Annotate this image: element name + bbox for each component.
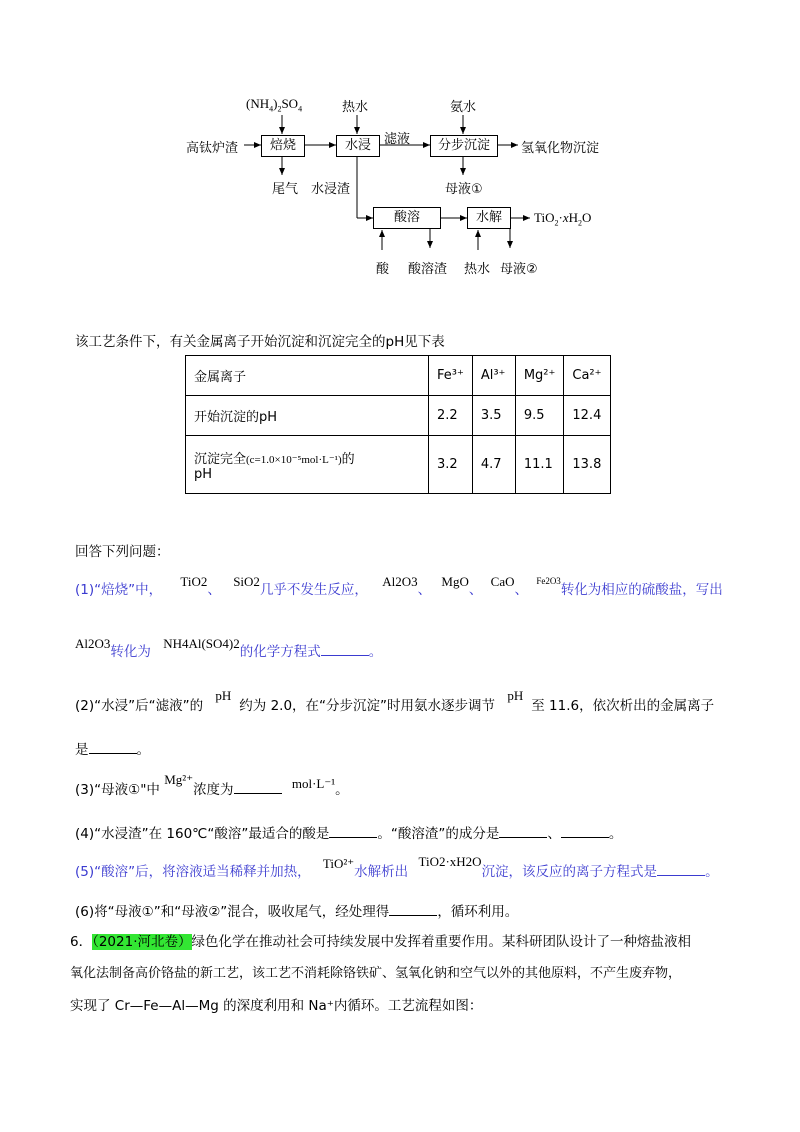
label-hot-water-2: 热水 xyxy=(464,262,491,277)
table-header-cell: Al³⁺ xyxy=(472,356,515,396)
q1-end: 。 xyxy=(368,644,383,660)
q4-answer-blank-2[interactable] xyxy=(499,823,547,838)
q1-sio2: SiO2 xyxy=(233,574,260,589)
q1-tio2: TiO2 xyxy=(180,574,208,589)
question-2-line1 xyxy=(75,688,715,714)
table-cell: 11.1 xyxy=(515,436,564,494)
label-nh4so4: $(NH_4)_2SO_4$ xyxy=(246,96,303,114)
q5-text-c: 沉淀，该反应的离子方程式是 xyxy=(481,864,658,880)
question-5 xyxy=(75,854,719,880)
q5-text-b: 水解析出 xyxy=(354,864,409,880)
q1-salt: NH4Al(SO4)2 xyxy=(163,636,240,651)
table-cell: 9.5 xyxy=(515,396,564,436)
q1-cao: CaO xyxy=(490,574,515,589)
table-header-row xyxy=(186,356,611,396)
q6-text-b: ，循环利用。 xyxy=(437,904,519,920)
table-row xyxy=(186,396,611,436)
q4-sep: 、 xyxy=(547,826,561,842)
table-cell: 4.7 xyxy=(472,436,515,494)
q1-al2o3-2: Al2O3 xyxy=(75,636,111,651)
box-acid-dissolve: 酸溶 xyxy=(373,207,441,229)
table-cell: 12.4 xyxy=(564,396,610,436)
table-cell xyxy=(186,436,429,494)
label-hydroxide: 氢氧化物沉淀 xyxy=(521,141,600,156)
q4-answer-blank-1[interactable] xyxy=(329,823,377,838)
q5-product: TiO2·xH2O xyxy=(418,854,482,869)
label-ammonia: 氨水 xyxy=(450,100,477,115)
label-mother1: 母液① xyxy=(445,182,483,197)
problem-6-line2: 氧化法制备高价铬盐的新工艺，该工艺不消耗除铬铁矿、氢氧化钠和空气以外的其他原料，不产生废弃物， xyxy=(70,966,682,981)
q1-text-e: 的化学方程式 xyxy=(239,644,321,660)
q2-text-c: 至 11.6，依次析出的金属离子 xyxy=(531,698,715,714)
q1-mgo: MgO xyxy=(441,574,469,589)
q2-ph2: pH xyxy=(507,688,524,703)
q4-end: 。 xyxy=(608,826,623,842)
q2-ph1: pH xyxy=(215,688,232,703)
q3-ion: Mg²⁺ xyxy=(164,772,194,787)
source-tag: （2021·河北卷） xyxy=(92,934,192,950)
problem-6-line3: 实现了 Cr—Fe—Al—Mg 的深度利用和 Na⁺内循环。工艺流程如图： xyxy=(70,998,483,1014)
q3-end: 。 xyxy=(335,782,349,798)
row2-label-a: 沉淀完全 xyxy=(194,451,247,467)
q2-text-b: 约为 2.0，在“分步沉淀”时用氨水逐步调节 xyxy=(239,698,496,714)
q1-al2o3: Al2O3 xyxy=(382,574,418,589)
box-hydrolysis: 水解 xyxy=(467,207,511,229)
label-filtrate: 滤液 xyxy=(384,132,411,147)
q5-ion: TiO²⁺ xyxy=(322,856,355,871)
label-product: $TiO_2\cdot xH_2O$ xyxy=(534,210,592,228)
q2-text-d: 是 xyxy=(75,742,89,758)
label-leach-residue: 水浸渣 xyxy=(311,182,351,197)
q4-text-a: (4)“水浸渣”在 160℃“酸溶”最适合的酸是 xyxy=(75,826,330,842)
label-hot-water: 热水 xyxy=(342,100,369,115)
q1-text-d: 转化为 xyxy=(110,644,151,660)
label-raw: 高钛炉渣 xyxy=(186,141,239,156)
q1-text-b: 几乎不发生反应， xyxy=(259,582,368,598)
label-acid-residue: 酸溶渣 xyxy=(408,262,448,277)
q5-end: 。 xyxy=(705,864,719,880)
q1-text-c: 转化为相应的硫酸盐，写出 xyxy=(560,582,723,598)
label-acid: 酸 xyxy=(376,262,390,277)
q3-unit: mol·L⁻¹ xyxy=(291,776,336,791)
q6-text-a: (6)将“母液①”和“母液②”混合，吸收尾气，经处理得 xyxy=(75,904,390,920)
q5-text-a: (5)“酸溶”后，将溶液适当稀释并加热， xyxy=(75,864,311,880)
label-mother2: 母液② xyxy=(500,262,538,277)
label-tail-gas: 尾气 xyxy=(272,182,299,197)
row2-condition: (c=1.0×10⁻⁵mol·L⁻¹) xyxy=(246,453,342,466)
q6-answer-blank[interactable] xyxy=(389,901,437,916)
question-4 xyxy=(75,822,622,842)
q1-sep: 、 xyxy=(207,582,221,598)
box-roast: 焙烧 xyxy=(261,135,305,157)
table-header-cell: Ca²⁺ xyxy=(564,356,610,396)
table-header-cell: Fe³⁺ xyxy=(429,356,473,396)
table-cell: 2.2 xyxy=(429,396,473,436)
problem-6-line1 xyxy=(70,930,691,950)
q3-answer-blank[interactable] xyxy=(234,779,282,794)
ph-table xyxy=(185,355,611,494)
q1-answer-blank[interactable] xyxy=(321,641,369,656)
answer-prompt: 回答下列问题： xyxy=(75,544,170,560)
q4-text-b: 。“酸溶渣”的成分是 xyxy=(377,826,500,842)
question-1-line2 xyxy=(75,636,383,660)
problem-number: 6． xyxy=(70,934,93,950)
q3-text-b: 浓度为 xyxy=(193,782,234,798)
row2-label-c: pH xyxy=(194,466,213,482)
table-cell: 开始沉淀的pH xyxy=(186,396,429,436)
table-cell: 3.5 xyxy=(472,396,515,436)
table-header-cell: Mg²⁺ xyxy=(515,356,564,396)
box-water-leach: 水浸 xyxy=(336,135,380,157)
q3-text-a: (3)“母液①"中 xyxy=(75,782,160,798)
question-2-line2 xyxy=(75,738,150,758)
q2-answer-blank[interactable] xyxy=(89,739,137,754)
q2-text-a: (2)“水浸”后“滤液”的 xyxy=(75,698,204,714)
table-header-cell: 金属离子 xyxy=(186,356,429,396)
table-cell: 3.2 xyxy=(429,436,473,494)
question-1-line1: (1)“焙烧”中， TiO2、 SiO2几乎不发生反应， Al2O3、 MgO、 CaO、 $^{Fe2O3}$转化为相应的硫酸盐，写出 xyxy=(75,574,723,598)
problem-6-text-1: 绿色化学在推动社会可持续发展中发挥着重要作用。某科研团队设计了一种熔盐液相 xyxy=(191,934,691,950)
q5-answer-blank[interactable] xyxy=(657,861,705,876)
q4-answer-blank-3[interactable] xyxy=(561,823,609,838)
q2-end: 。 xyxy=(136,742,150,758)
question-3 xyxy=(75,772,349,798)
q1-text-a: (1)“焙烧”中， xyxy=(75,582,163,598)
intro-text: 该工艺条件下，有关金属离子开始沉淀和沉淀完全的pH见下表 xyxy=(75,334,445,350)
question-6 xyxy=(75,900,518,920)
q1-fe2o3: Fe2O3 xyxy=(536,576,561,586)
table-row xyxy=(186,436,611,494)
table-cell: 13.8 xyxy=(564,436,610,494)
row2-label-b: 的 xyxy=(341,451,355,467)
box-step-precip: 分步沉淀 xyxy=(430,135,498,157)
